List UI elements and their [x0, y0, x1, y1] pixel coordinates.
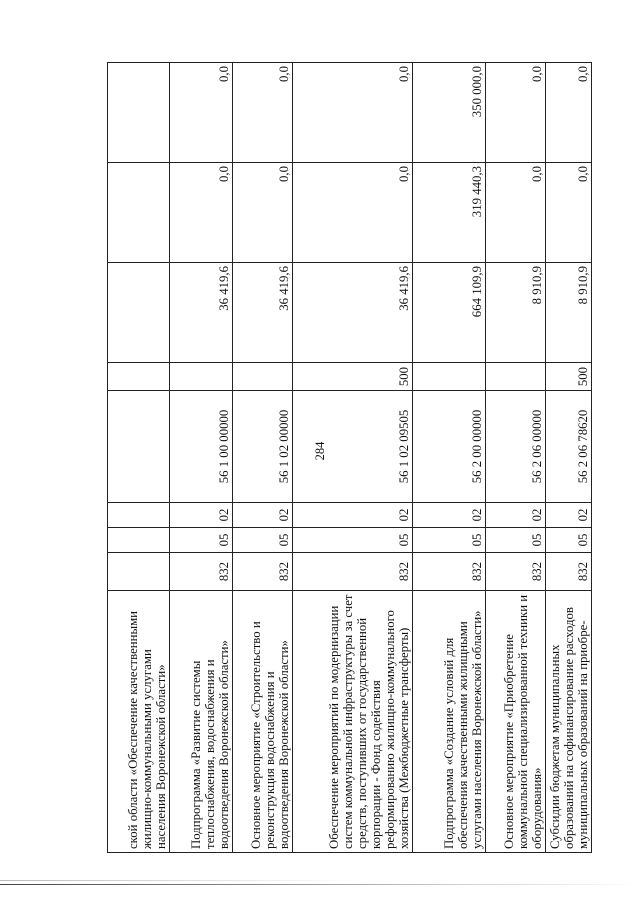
amount-year-1: 36 419,6 — [293, 263, 413, 363]
subsection-code — [108, 503, 170, 528]
row-description: Основное мероприятие «Приобретение коммунальной специализированной техники и оборудования» — [486, 591, 546, 853]
expense-type — [233, 363, 293, 391]
subsection-code: 02 — [293, 503, 413, 528]
amount-year-3: 350 000,0 — [413, 63, 486, 163]
amount-year-3: 0,0 — [233, 63, 293, 163]
section-code: 05 — [546, 528, 592, 553]
row-description: Субсидии бюджетам муниципальных образований на софинансирование расходов муниципальных образований на приобре- — [546, 591, 592, 853]
subsection-code: 02 — [546, 503, 592, 528]
amount-year-2: 319 440,3 — [413, 163, 486, 263]
amount-year-3: 0,0 — [170, 63, 233, 163]
row-description: Подпрограмма «Развитие системы теплоснабжения, водоснабжения и водоотведения Воронежской области» — [170, 591, 233, 853]
subsection-code: 02 — [170, 503, 233, 528]
ministry-code: 832 — [546, 553, 592, 591]
row-description: Подпрограмма «Создание условий для обеспечения качественными жилищными услугами населения Воронежской области» — [413, 591, 486, 853]
section-code: 05 — [486, 528, 546, 553]
expense-type — [170, 363, 233, 391]
subsection-code: 02 — [413, 503, 486, 528]
section-code: 05 — [413, 528, 486, 553]
amount-year-1: 8 910,9 — [486, 263, 546, 363]
expense-type — [108, 363, 170, 391]
table-row — [546, 63, 592, 853]
expense-type — [486, 363, 546, 391]
amount-year-3: 0,0 — [293, 63, 413, 163]
subsection-code: 02 — [486, 503, 546, 528]
budget-table — [107, 62, 592, 853]
table-row — [170, 63, 233, 853]
section-code — [108, 528, 170, 553]
ministry-code: 832 — [486, 553, 546, 591]
table-row — [293, 63, 413, 853]
amount-year-1: 36 419,6 — [233, 263, 293, 363]
section-code: 05 — [233, 528, 293, 553]
scan-shadow — [0, 880, 360, 881]
amount-year-1: 36 419,6 — [170, 263, 233, 363]
target-article: 56 1 02 09505 — [293, 391, 413, 503]
amount-year-1: 8 910,9 — [546, 263, 592, 363]
target-article: 56 1 02 00000 — [233, 391, 293, 503]
target-article: 56 2 06 78620 — [546, 391, 592, 503]
ministry-code: 832 — [293, 553, 413, 591]
section-code: 05 — [170, 528, 233, 553]
amount-year-2: 0,0 — [170, 163, 233, 263]
table-row — [486, 63, 546, 853]
amount-year-2: 0,0 — [293, 163, 413, 263]
amount-year-1: 664 109,9 — [413, 263, 486, 363]
amount-year-2: 0,0 — [233, 163, 293, 263]
amount-year-3: 0,0 — [546, 63, 592, 163]
section-code: 05 — [293, 528, 413, 553]
target-article: 56 2 06 00000 — [486, 391, 546, 503]
amount-year-3 — [108, 63, 170, 163]
expense-type — [413, 363, 486, 391]
amount-year-2 — [108, 163, 170, 263]
target-article: 56 2 00 00000 — [413, 391, 486, 503]
expense-type: 500 — [293, 363, 413, 391]
table-row — [108, 63, 170, 853]
target-article: 56 1 00 00000 — [170, 391, 233, 503]
amount-year-2: 0,0 — [546, 163, 592, 263]
budget-table-sheet — [107, 63, 591, 853]
table-row — [233, 63, 293, 853]
ministry-code — [108, 553, 170, 591]
target-article — [108, 391, 170, 503]
ministry-code: 832 — [233, 553, 293, 591]
row-description: Обеспечение мероприятий по модернизации систем коммунальной инфраструктуры за счет средств, поступивших от государственной корпорации - Фонд содействия реформированию жилищно-коммунального хозяйства (Межбюджетные трансферты) — [293, 591, 413, 853]
amount-year-3: 0,0 — [486, 63, 546, 163]
row-description: Основное мероприятие «Строительство и реконструкция водоснабжения и водоотведения Воронежской области» — [233, 591, 293, 853]
amount-year-2: 0,0 — [486, 163, 546, 263]
page-number: 284 — [313, 441, 327, 461]
expense-type: 500 — [546, 363, 592, 391]
table-row — [413, 63, 486, 853]
ministry-code: 832 — [413, 553, 486, 591]
subsection-code: 02 — [233, 503, 293, 528]
row-description: ской области «Обеспечение качественными жилищно-коммунальными услугами населения Воронежской области» — [108, 591, 170, 853]
amount-year-1 — [108, 263, 170, 363]
scan-edge-line — [0, 884, 640, 885]
ministry-code: 832 — [170, 553, 233, 591]
